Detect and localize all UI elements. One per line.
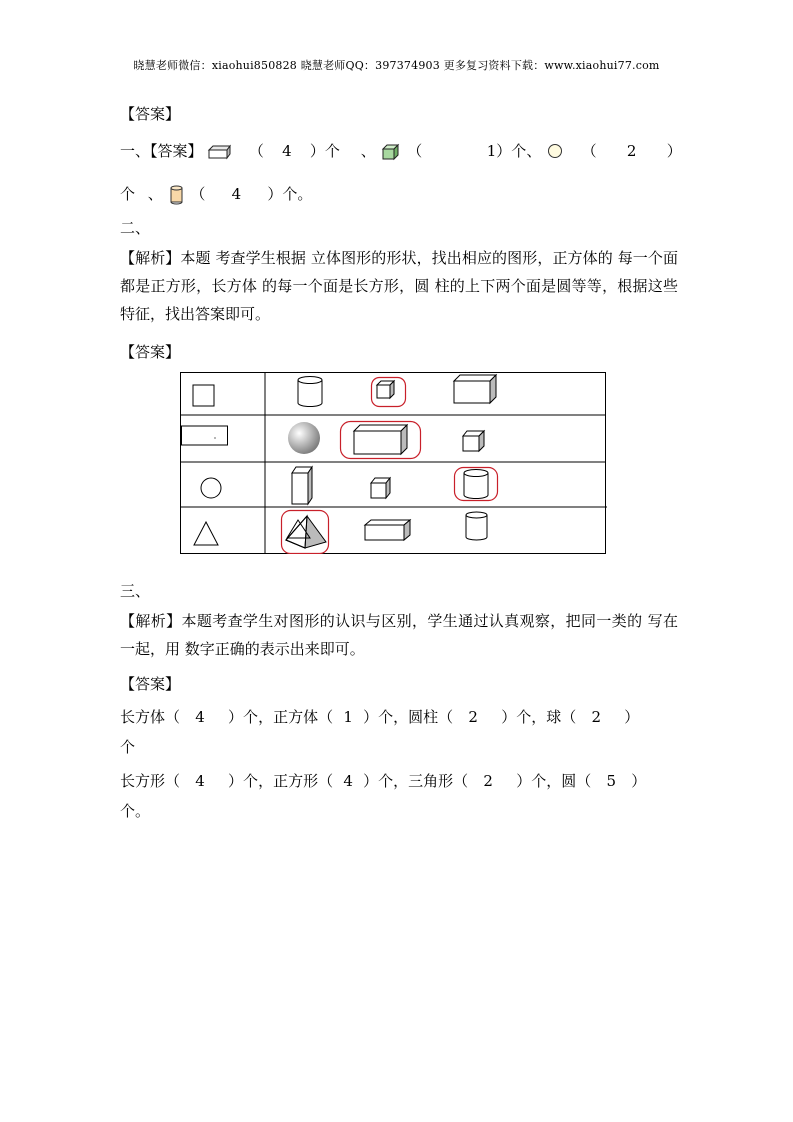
cuboid-shape — [454, 375, 496, 403]
s3-analysis-label: 【解析】 — [120, 612, 182, 630]
s2-analysis-label: 【解析】 — [120, 249, 181, 267]
shape-count: 4 — [343, 772, 353, 790]
s3-analysis — [120, 607, 678, 663]
rectangle-shape — [182, 426, 228, 445]
cube-icon — [380, 143, 402, 161]
shape-matching-table — [180, 372, 607, 554]
answer-title-3: 【答案】 — [120, 675, 181, 693]
solid-count: 4 — [195, 708, 205, 726]
cylinder-icon — [168, 184, 186, 206]
solid-count: 2 — [591, 708, 602, 726]
sphere-count: 2 — [626, 142, 637, 160]
cube-shape-circled — [372, 378, 406, 407]
answer-title-2: 【答案】 — [120, 343, 181, 361]
triangle-shape — [194, 522, 218, 545]
sphere-shape — [288, 422, 320, 454]
solid-count: 1 — [343, 708, 353, 726]
cuboid-icon — [207, 144, 231, 160]
cube-shape — [371, 478, 390, 498]
shapes-count-line: 长方形（ 4 ）个，正方形（ 4 ）个，三角形（ 2 ）个，圆（ 5 ） — [120, 772, 647, 790]
cuboid-shape-circled — [341, 422, 421, 459]
solid-count: 2 — [468, 708, 478, 726]
s2-analysis — [120, 244, 678, 328]
cylinder-shape-circled — [455, 468, 498, 501]
solids-count-line-end: 个 — [120, 738, 136, 756]
s1-answer-line-2: 个 、 （ 4 ）个。 — [120, 184, 312, 206]
s1-prefix: 一、【答案】 — [120, 142, 203, 160]
shape-count: 5 — [606, 772, 617, 790]
s3-analysis-text: 本题考查学生对图形的认识与区别，学生通过认真观察，把同一类的 写在一起，用 数字正确的表示出来即可。 — [120, 612, 678, 658]
answer-title-1: 【答案】 — [120, 105, 181, 123]
cuboid-count: 4 — [282, 142, 292, 160]
sphere-icon — [546, 143, 564, 161]
circle-shape — [201, 478, 221, 498]
cube-count: 1 — [486, 142, 497, 160]
cylinder-shape — [466, 512, 487, 540]
s1-answer-line-1: 一、【答案】 （ 4 ）个 、 （ 1）个、 （ 2 ） — [120, 142, 682, 160]
flat-cuboid-shape — [365, 520, 410, 540]
cylinder-count: 4 — [231, 185, 242, 203]
square-shape — [193, 385, 214, 406]
solids-count-line: 长方体（ 4 ）个，正方体（ 1 ）个，圆柱（ 2 ）个，球（ 2 ） — [120, 708, 640, 726]
cylinder-shape — [298, 377, 322, 407]
section-3-title: 三、 — [120, 582, 151, 600]
tall-cuboid-shape — [292, 467, 312, 504]
page-header: 晓慧老师微信：xiaohui850828 晓慧老师QQ：397374903 更多复习资料下载：www.xiaohui77.com — [133, 59, 660, 72]
section-2-title: 二、 — [120, 219, 151, 237]
s2-analysis-text: 本题 考查学生根据 立体图形的形状，找出相应的图形，正方体的 每一个面都是正方形，长方体 的每一个面是长方形，圆 柱的上下两个面是圆等等，根据这些特征，找出答案即可。 — [120, 249, 678, 323]
cube-shape — [463, 431, 484, 451]
shape-count: 2 — [483, 772, 493, 790]
shapes-count-line-end: 个。 — [120, 802, 151, 820]
pyramid-shape-circled — [282, 511, 329, 554]
shape-count: 4 — [195, 772, 205, 790]
